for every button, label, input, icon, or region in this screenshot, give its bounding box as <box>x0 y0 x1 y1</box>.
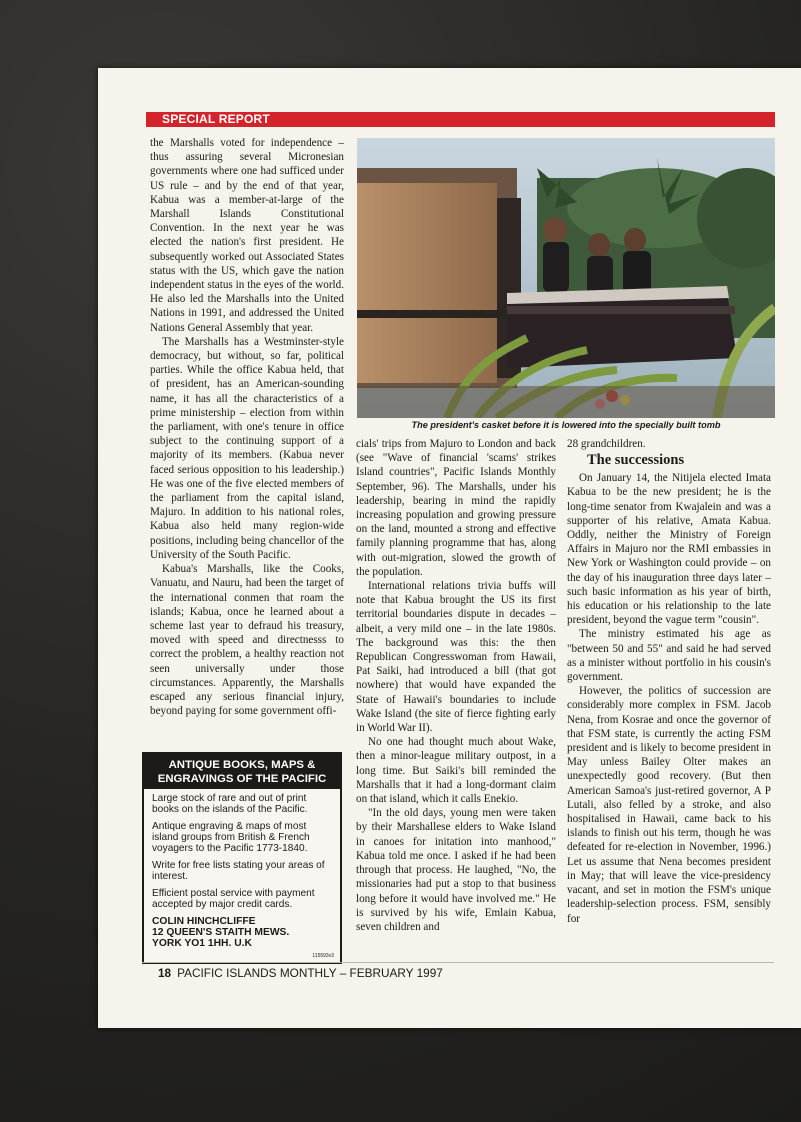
article-column-3 <box>567 437 771 926</box>
ad-contact-city: YORK YO1 1HH. U.K <box>152 938 252 949</box>
ad-body <box>144 789 340 949</box>
page-number: 18 <box>158 966 172 980</box>
page-footer <box>158 966 443 980</box>
ad-line: Large stock of rare and out of print books on the islands of the Pacific. <box>152 793 308 815</box>
casket-photo <box>357 138 775 418</box>
section-banner <box>146 112 775 127</box>
photo-caption: The president's casket before it is lowered into the specially built tomb <box>411 420 721 430</box>
ad-line: Write for free lists stating your areas of interest. <box>152 860 325 882</box>
paragraph: On January 14, the Nitijela elected Imata Kabua to be the new president; he is the long-time senator from Kwajalein and was a supporter of his relative, Amata Kabua. Oddly, neither the Ministry of Foreign Affairs in Majuro nor the RMI embassies in New York or Washington could provide – on the day of his inauguration three days later – such basic information as his year of birth, his education or his relationship to the late president, beyond the vague term "cousin". <box>567 472 771 627</box>
paragraph: No one had thought much about Wake, then a minor-league military outpost, in a long time. But Saiki's bill reminded the Marshalls that it had a long-dormant claim on that island, which it calls Enekio. <box>356 736 556 806</box>
footer-divider <box>142 962 774 963</box>
ad-line: Efficient postal service with payment accepted by major credit cards. <box>152 888 315 910</box>
ad-contact-name: COLIN HINCHCLIFFE <box>152 916 256 927</box>
paragraph: Kabua's Marshalls, like the Cooks, Vanuatu, and Nauru, had been the target of the international conmen that roam the islands; Kabua, once he learned about a scheme last year to defraud his treasury, moved with speed and directnesss to correct the problem, a healthy reaction not seen universally under those circumstances. Apparently, the Marshalls escaped any serious financial injury, beyond paying for some government offi- <box>150 563 344 718</box>
section-heading: The successions <box>587 452 685 469</box>
paragraph: The ministry estimated his age as "between 50 and 55" and said he had served as a minister without portfolio in his cousin's government. <box>567 628 771 684</box>
paragraph: However, the politics of succession are considerably more complex in FSM. Jacob Nena, from Kosrae and once the governor of that FSM state, is currently the acting FSM president and is likely to become president in May unless Bailey Olter makes an unexpectedly good recovery. (But then American Samoa's just-retired governor, A P Lutali, also felled by a stroke, and also hospitalised in Hawaii, came back to his islands to finish out his term, though he was defeated for re-election in November, 1996.) Let us assume that Nena becomes president in May; that will leave the vice-presidency vacant, and set in motion the FSM's unique leadership-selection process. FSM, sensibly for <box>567 685 771 925</box>
ad-line: Antique engraving & maps of most island groups from British & French voyagers to the Pacific 1773-1840. <box>152 821 310 854</box>
magazine-page <box>98 68 801 1028</box>
paragraph: The Marshalls has a Westminster-style democracy, but without, so far, political parties. While the office Kabua held, that of president, has an American-sounding name, it has all the characteristics of a prime ministership – election from within the parliament, with one's tenure in office subject to the continuing support of a majority of its members. (Kabua never faced serious opposition to his leadership.) He was one of the five elected members of the parliament from the capital island, Majuro. In addition to his national roles, Kabua also held many region-wide positions, including being chancellor of the University of the South Pacific. <box>150 335 344 561</box>
classified-ad <box>142 752 342 964</box>
publication-line: PACIFIC ISLANDS MONTHLY – FEBRUARY 1997 <box>177 966 443 980</box>
paragraph: International relations trivia buffs will note that Kabua brought the US its first territorial boundaries dispute in decades – albeit, a very mild one – in the late 1980s. The background was this: the then Republican Congresswoman from Hawaii, Pat Saiki, had introduced a bill (that got nowhere) that would have expanded the State of Hawaii's boundaries to include Wake Island (the site of fierce fighting early in World War II). <box>356 580 556 735</box>
paragraph: 28 grandchildren. <box>567 438 646 450</box>
paragraph: cials' trips from Majuro to London and back (see "Wave of financial 'scams' strikes Island countries", Pacific Islands Monthly September, 96). The Marshalls, under his leadership, bearing in mind the rapidly increasing population and growing pressure on the land, mounted a strong and effective family planning programme that has, along with out-migration, slowed the growth of the population. <box>356 438 556 578</box>
ad-heading: ANTIQUE BOOKS, MAPS & ENGRAVINGS OF THE PACIFIC <box>144 754 340 789</box>
section-label: SPECIAL REPORT <box>162 112 270 126</box>
ad-code: 115593v3 <box>312 953 334 959</box>
article-column-1 <box>150 136 344 718</box>
ad-contact-street: 12 QUEEN'S STAITH MEWS. <box>152 927 290 938</box>
paragraph: "In the old days, young men were taken by their Marshallese elders to Wake Island in canoes for initation into manhood," Kabua told me once. I asked if he had been through that process. He laughed, "No, the missionaries had put a stop to that business long before it would have involved me." He is survived by his wife, Emlain Kabua, seven children and <box>356 807 556 933</box>
paragraph: the Marshalls voted for independence – thus assuring several Micronesian governments where one had sufficed under US rule – and by the end of that year, Kabua was a member-at-large of the Marshall Islands Constitutional Convention. In the next year he was elected the nation's first president. He subsequently worked out Associated States status with the US, which gave the nation independent status in the eyes of the world. He also led the Marshalls into the United Nations in 1991, and addressed the United Nations General Assembly that year. <box>150 137 344 334</box>
article-column-2 <box>356 437 556 934</box>
casket-photo-illustration <box>357 138 775 418</box>
